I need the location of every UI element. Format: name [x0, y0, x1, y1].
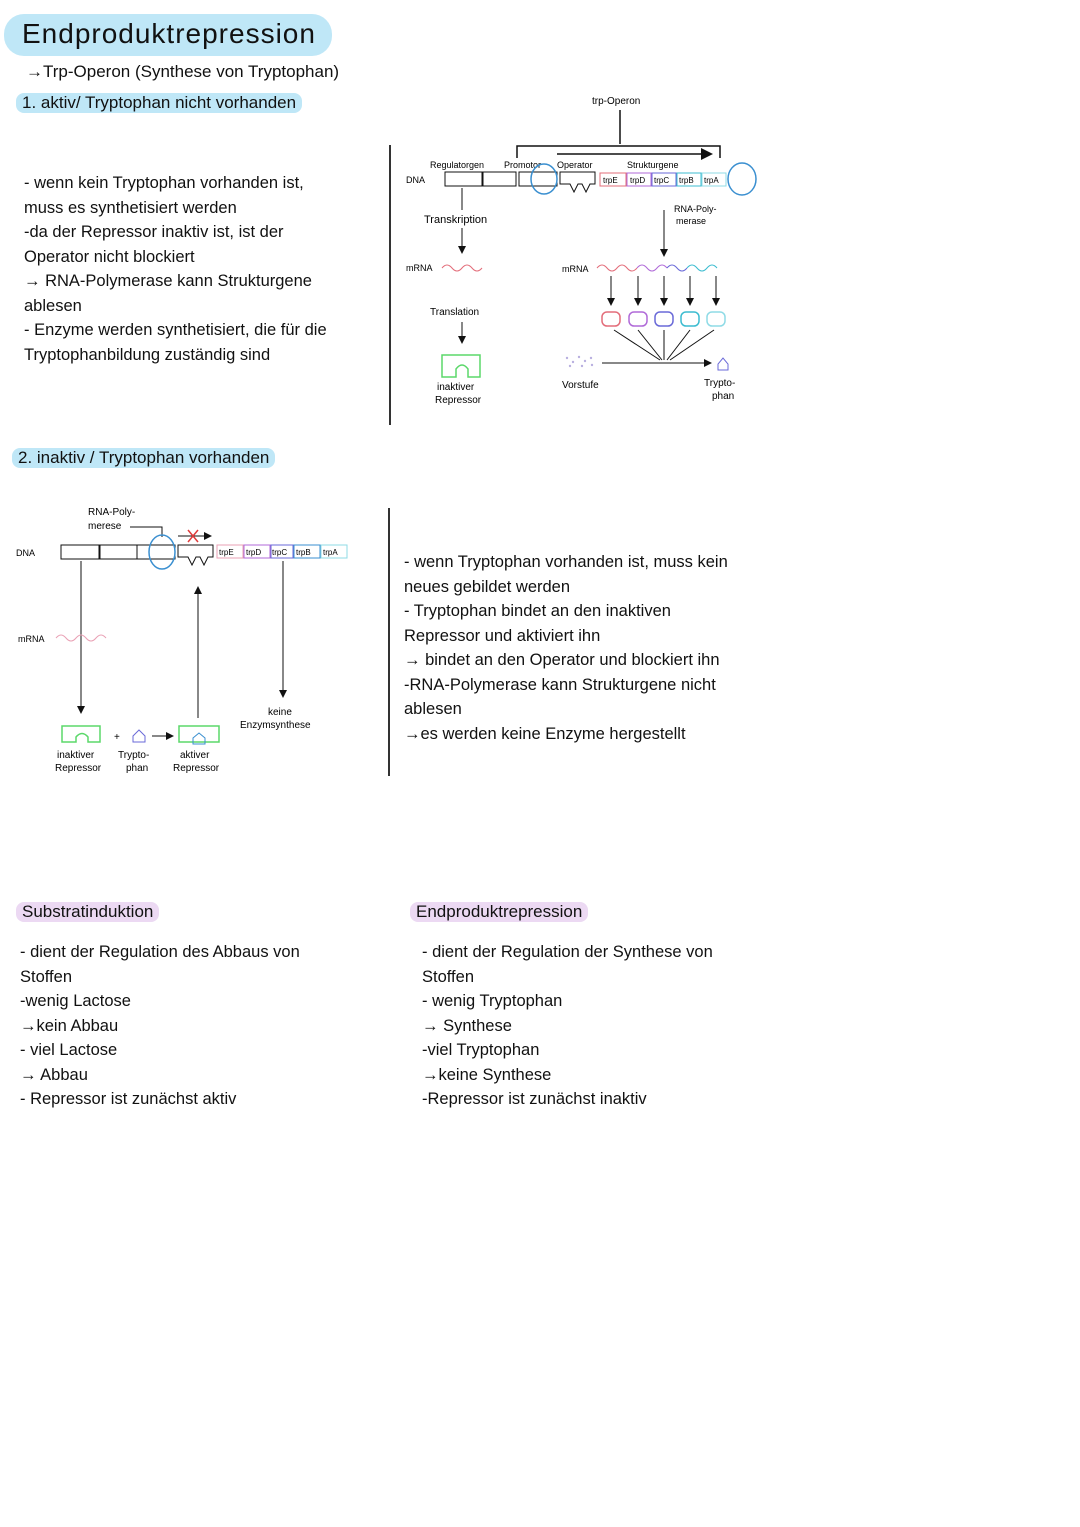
text-line: - wenn Tryptophan vorhanden ist, muss kein [404, 553, 728, 571]
label-tryptophan: Trypto- [118, 750, 150, 761]
label-tryptophan: Trypto- [704, 378, 736, 389]
tryptophan-icon [133, 730, 145, 742]
label-enzymsynthese: Enzymsynthese [240, 720, 311, 731]
label-operator: Operator [557, 160, 593, 170]
gene-label: trpC [272, 548, 288, 557]
label-polymerase: RNA-Poly- [674, 204, 717, 214]
text-line: → Abbau [20, 1065, 88, 1084]
label-transkription: Transkription [424, 214, 488, 226]
label-strukturgene: Strukturgene [627, 160, 679, 170]
label-promotor: Promotor [504, 160, 542, 170]
compare-right-text [422, 940, 713, 1112]
text-line: neues gebildet werden [404, 577, 571, 596]
text-line: - Enzyme werden synthetisiert, die für die [24, 321, 327, 339]
text-line: Stoffen [20, 967, 72, 986]
text-line: -viel Tryptophan [422, 1041, 540, 1059]
gene-label: trpA [323, 548, 338, 557]
text-line: →kein Abbau [20, 1016, 119, 1035]
label-operon: trp-Operon [592, 96, 641, 107]
compare-right-heading: Endproduktrepression [410, 902, 588, 922]
label-mrna: mRNA [562, 264, 589, 274]
text-line: → RNA-Polymerase kann Strukturgene [24, 272, 312, 290]
label-polymerase: merese [88, 521, 122, 532]
label-repressor: Repressor [435, 395, 482, 406]
text-line: - viel Lactose [20, 1041, 118, 1059]
text-line: →es werden keine Enzyme hergestellt [404, 724, 686, 743]
divider [389, 145, 391, 425]
label-aktiv: Repressor [173, 763, 220, 774]
label-tryptophan: phan [712, 391, 735, 402]
gene-label: trpE [219, 548, 234, 557]
text-line: -da der Repressor inaktiv ist, ist der [24, 223, 284, 241]
gene-label: trpC [654, 176, 670, 185]
text-line: - Repressor ist zunächst aktiv [20, 1090, 237, 1108]
text-line: Repressor und aktiviert ihn [404, 626, 601, 645]
text-line: - dient der Regulation des Abbaus von [20, 943, 300, 961]
text-line: Tryptophanbildung zuständig sind [24, 345, 271, 364]
label-translation: Translation [430, 307, 480, 318]
label-inaktiv: Repressor [55, 763, 102, 774]
label-dna: DNA [16, 548, 36, 558]
section1-text [24, 171, 327, 367]
subtitle: →Trp-Operon (Synthese von Tryptophan) [26, 62, 340, 81]
label-mrna: mRNA [406, 263, 433, 273]
gene-boxes [600, 173, 726, 186]
diagram-active-operon [392, 90, 792, 420]
gene-label: trpD [630, 176, 646, 185]
gene-label: trpD [246, 548, 262, 557]
diagram-repressed-operon [0, 490, 380, 780]
label-dna: DNA [406, 175, 426, 185]
gene-label: trpB [679, 176, 694, 185]
label-polymerase: RNA-Poly- [88, 507, 136, 518]
text-line: - wenn kein Tryptophan vorhanden ist, [24, 174, 304, 192]
page-title: Endproduktrepression [4, 14, 332, 56]
active-repressor-icon [179, 726, 219, 742]
text-line: - wenig Tryptophan [422, 992, 563, 1010]
label-regulator: Regulatorgen [430, 160, 485, 170]
label-mrna: mRNA [18, 634, 45, 644]
gene-label: trpB [296, 548, 311, 557]
text-line: →keine Synthese [422, 1065, 552, 1084]
label-vorstufe: Vorstufe [562, 380, 599, 391]
text-line: Operator nicht blockiert [24, 247, 195, 266]
section1-heading: 1. aktiv/ Tryptophan nicht vorhanden [16, 93, 302, 113]
text-line: -wenig Lactose [20, 992, 131, 1010]
tryptophan-icon [718, 358, 728, 370]
gene-label: trpE [603, 176, 618, 185]
text-line: → Synthese [422, 1016, 512, 1035]
text-line: ablesen [24, 296, 82, 315]
section2-text [404, 550, 728, 746]
label-inaktiv: inaktiver [57, 750, 95, 761]
repressor-icon [442, 355, 480, 377]
gene-label: trpA [704, 176, 719, 185]
plus-sign: + [114, 732, 120, 743]
section2-heading: 2. inaktiv / Tryptophan vorhanden [12, 448, 275, 468]
inactive-repressor-icon [62, 726, 100, 742]
precursor-icon [566, 356, 593, 367]
text-line: - Tryptophan bindet an den inaktiven [404, 602, 671, 620]
label-tryptophan: phan [126, 763, 149, 774]
label-polymerase: merase [676, 216, 707, 226]
text-line: ablesen [404, 700, 462, 718]
compare-left-heading: Substratinduktion [16, 902, 159, 922]
enzyme-icons [602, 312, 725, 326]
compare-left-text [20, 940, 300, 1112]
text-line: - dient der Regulation der Synthese von [422, 943, 713, 961]
divider [388, 508, 390, 776]
text-line: → bindet an den Operator und blockiert ihn [404, 651, 720, 669]
text-line: muss es synthetisiert werden [24, 198, 237, 217]
text-line: Stoffen [422, 967, 474, 986]
text-line: -Repressor ist zunächst inaktiv [422, 1090, 647, 1108]
label-keine: keine [268, 707, 292, 718]
text-line: -RNA-Polymerase kann Strukturgene nicht [404, 675, 716, 694]
label-aktiv: aktiver [180, 750, 210, 761]
label-repressor: inaktiver [437, 382, 475, 393]
